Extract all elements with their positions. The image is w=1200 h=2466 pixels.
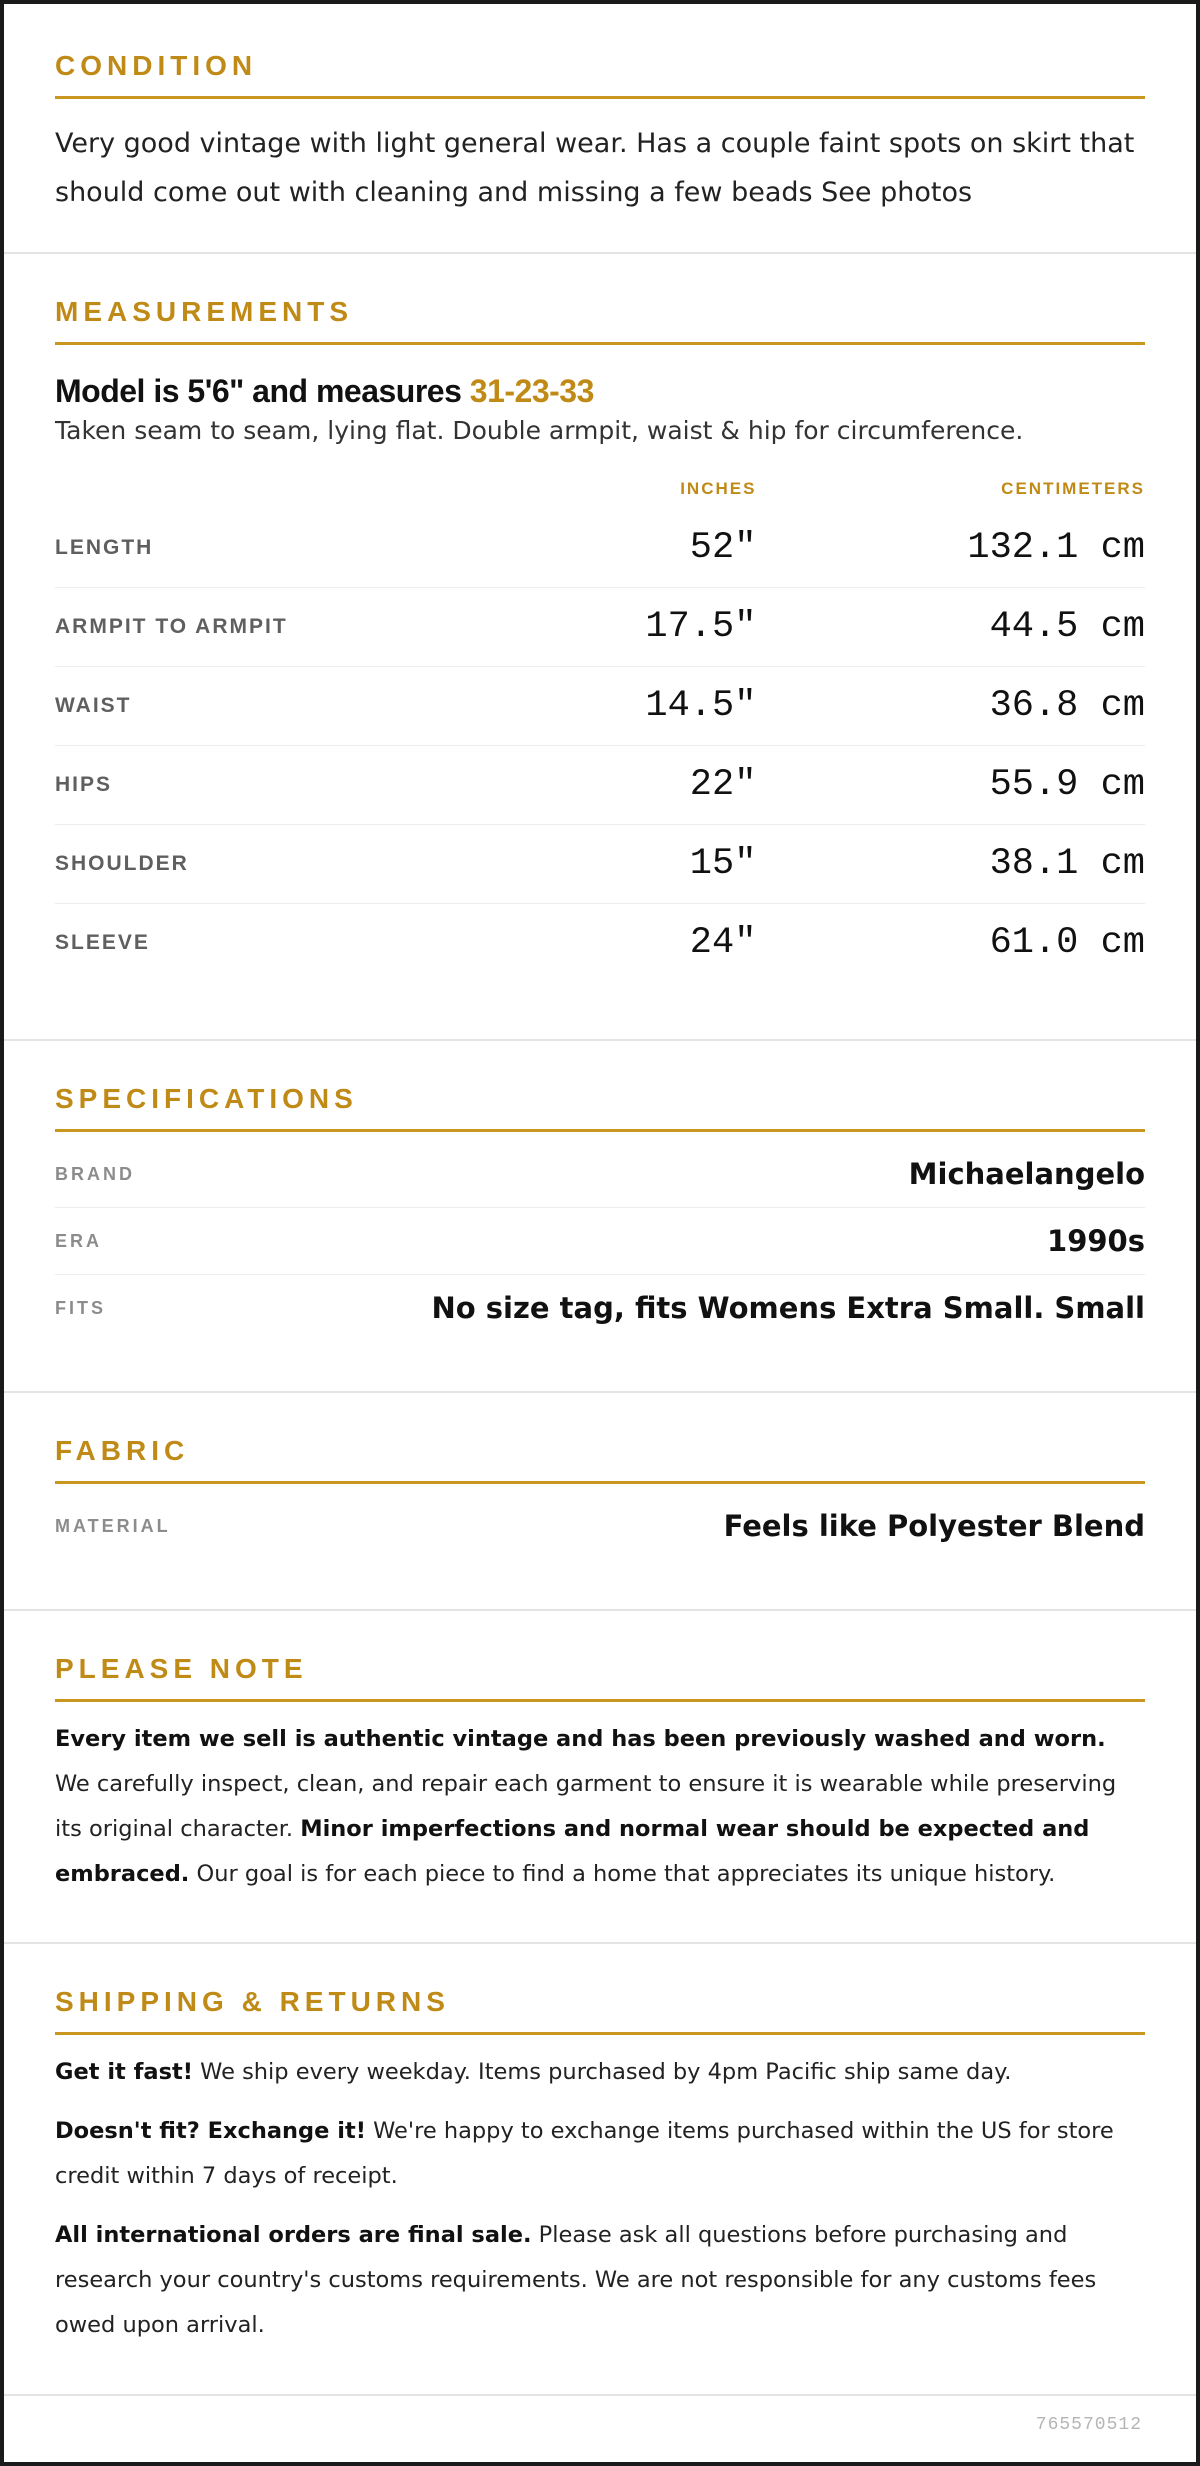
inches-column-header: INCHES [680, 479, 757, 498]
measurement-label: SHOULDER [55, 852, 189, 875]
measurement-row [55, 904, 1145, 982]
spec-label: MATERIAL [55, 1515, 171, 1536]
condition-heading: CONDITION [55, 50, 1145, 99]
measurement-column-headers [55, 479, 1145, 503]
measurement-cm: 36.8 cm [989, 685, 1145, 727]
measurement-cm: 55.9 cm [989, 764, 1145, 806]
measurement-inches: 17.5" [645, 606, 757, 648]
fabric-list [55, 1493, 1145, 1559]
note-text: Our goal is for each piece to find a home that appreciates its unique history. [189, 1861, 1056, 1887]
condition-section [4, 4, 1196, 254]
model-info-prefix: Model is 5'6" and measures [55, 373, 470, 409]
shipping-emphasis: All international orders are final sale. [55, 2222, 532, 2248]
shipping-emphasis: Get it fast! [55, 2059, 193, 2085]
measurement-method: Taken seam to seam, lying flat. Double armpit, waist & hip for circumference. [55, 416, 1024, 445]
shipping-paragraph [55, 2050, 1145, 2095]
fabric-section [4, 1393, 1196, 1611]
note-text: We carefully inspect, clean, and repair each garment to ensure it is wearable while preserving its original character. [55, 1771, 1117, 1842]
measurement-label: ARMPIT TO ARMPIT [55, 615, 288, 638]
measurement-row [55, 509, 1145, 588]
please-note-text [55, 1717, 1145, 1897]
item-id: 765570512 [1035, 2415, 1142, 2435]
measurement-inches: 14.5" [645, 685, 757, 727]
measurement-cm: 44.5 cm [989, 606, 1145, 648]
measurements-section [4, 254, 1196, 1041]
specifications-heading: SPECIFICATIONS [55, 1083, 1145, 1132]
spec-row [55, 1141, 1145, 1208]
exchange-paragraph [55, 2109, 1145, 2199]
spec-row [55, 1493, 1145, 1559]
measurement-cm: 38.1 cm [989, 843, 1145, 885]
condition-text: Very good vintage with light general wear. Has a couple faint spots on skirt that should come out with cleaning and missing a few beads See photos [55, 128, 1135, 208]
note-emphasis: Minor imperfections and normal wear should be expected and embraced. [55, 1816, 1090, 1887]
spec-value: Michaelangelo [908, 1157, 1145, 1191]
note-emphasis: Every item we sell is authentic vintage and has been previously washed and worn. [55, 1726, 1106, 1752]
model-measures: 31-23-33 [469, 373, 594, 409]
spec-label: FITS [55, 1297, 106, 1318]
shipping-returns-section [4, 1944, 1196, 2396]
measurement-inches: 15" [689, 843, 757, 885]
measurement-table [55, 509, 1145, 982]
measurement-row [55, 588, 1145, 667]
measurement-label: LENGTH [55, 536, 154, 559]
measurement-row [55, 746, 1145, 825]
measurements-heading: MEASUREMENTS [55, 296, 1145, 345]
measurement-inches: 22" [689, 764, 757, 806]
specifications-list [55, 1141, 1145, 1341]
please-note-heading: PLEASE NOTE [55, 1653, 1145, 1702]
fabric-heading: FABRIC [55, 1435, 1145, 1484]
spec-label: BRAND [55, 1163, 135, 1184]
spec-row [55, 1208, 1145, 1275]
measurement-label: SLEEVE [55, 931, 150, 954]
shipping-text: We ship every weekday. Items purchased by 4pm Pacific ship same day. [193, 2059, 1012, 2085]
centimeters-column-header: CENTIMETERS [1001, 479, 1146, 498]
specifications-section [4, 1041, 1196, 1393]
measurement-row [55, 667, 1145, 746]
spec-row [55, 1275, 1145, 1341]
measurement-label: HIPS [55, 773, 113, 796]
measurement-cm: 61.0 cm [989, 922, 1145, 964]
spec-value: No size tag, fits Womens Extra Small. Small [431, 1291, 1145, 1325]
model-info [55, 373, 1145, 410]
spec-value: Feels like Polyester Blend [723, 1509, 1145, 1543]
international-paragraph [55, 2213, 1145, 2348]
shipping-returns-heading: SHIPPING & RETURNS [55, 1986, 1145, 2035]
measurement-inches: 52" [689, 527, 757, 569]
measurement-cm: 132.1 cm [967, 527, 1145, 569]
measurement-row [55, 825, 1145, 904]
please-note-section [4, 1611, 1196, 1944]
shipping-text: We're happy to exchange items purchased within the US for store credit within 7 days of receipt. [55, 2118, 1114, 2189]
shipping-text: Please ask all questions before purchasing and research your country's customs requirements. We are not responsible for any customs fees owed upon arrival. [55, 2222, 1097, 2338]
shipping-emphasis: Doesn't fit? Exchange it! [55, 2118, 366, 2144]
spec-value: 1990s [1047, 1224, 1145, 1258]
spec-label: ERA [55, 1230, 103, 1251]
measurement-inches: 24" [689, 922, 757, 964]
measurement-label: WAIST [55, 694, 132, 717]
